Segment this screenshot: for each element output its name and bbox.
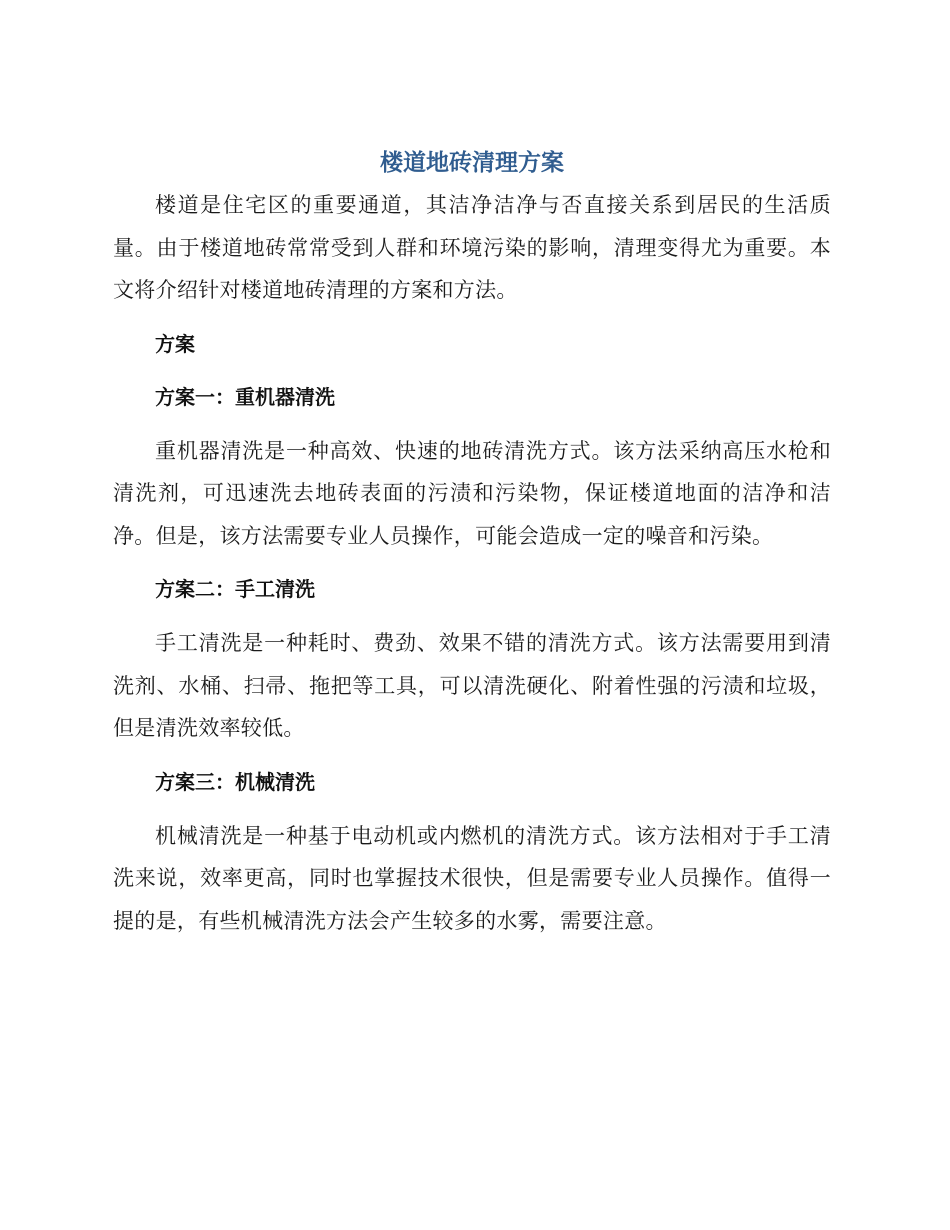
section-heading: 方案 — [155, 331, 195, 356]
plan-2-heading: 方案二：手工清洗 — [155, 577, 315, 601]
spacer — [113, 750, 831, 761]
plan-1-heading: 方案一：重机器清洗 — [155, 384, 335, 409]
spacer — [113, 610, 831, 622]
spacer — [113, 803, 831, 815]
spacer — [113, 312, 831, 323]
plan-3-body: 机械清洗是一种基于电动机或内燃机的清洗方式。该方法相对于手工清洗来说，效率更高，同时也掌握技术很快，但是需要专业人员操作。值得一提的是，有些机械清洗方法会产生较多的水雾，需要注意。 — [113, 823, 831, 933]
document-title: 楼道地砖清理方案 — [380, 150, 564, 176]
document-body — [113, 146, 831, 942]
plan-2-body: 手工清洗是一种耗时、费劲、效果不错的清洗方式。该方法需要用到清洗剂、水桶、扫帚、拖把等工具，可以清洗硬化、附着性强的污渍和垃圾，但是清洗效率较低。 — [113, 631, 831, 740]
plan-1-body: 重机器清洗是一种高效、快速的地砖清洗方式。该方法采纳高压水枪和清洗剂，可迅速洗去地砖表面的污渍和污染物，保证楼道地面的洁净和洁净。但是，该方法需要专业人员操作，可能会造成一定的噪音和污染。 — [113, 438, 831, 548]
spacer — [113, 365, 831, 376]
plan-3-heading: 方案三：机械清洗 — [155, 769, 315, 794]
spacer — [113, 557, 831, 568]
intro-paragraph: 楼道是住宅区的重要通道，其洁净洁净与否直接关系到居民的生活质量。由于楼道地砖常常受到人群和环境污染的影响，清理变得尤为重要。本文将介绍针对楼道地砖清理的方案和方法。 — [113, 193, 831, 302]
spacer — [113, 418, 831, 430]
